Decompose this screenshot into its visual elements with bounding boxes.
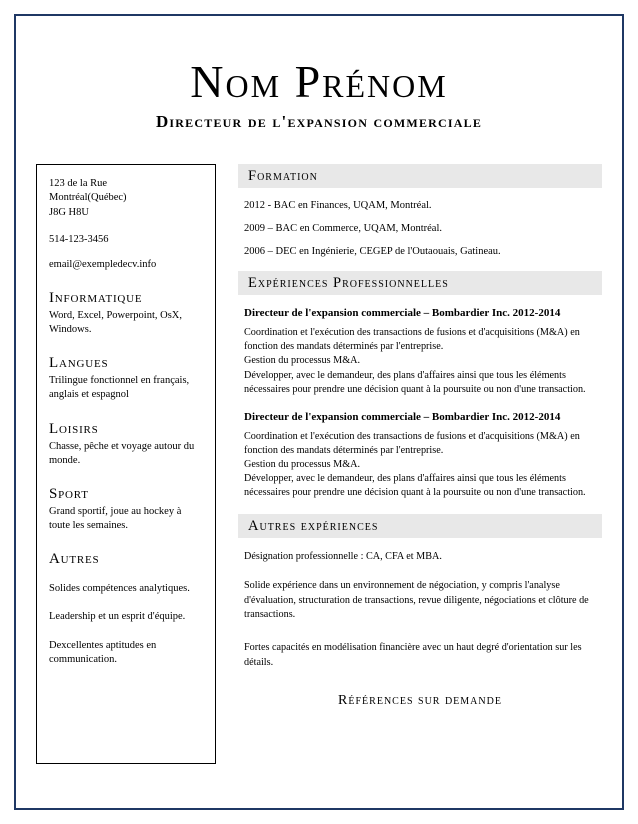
contact-phone: 514-123-3456 (49, 233, 109, 245)
experience-entry (244, 411, 602, 500)
experience-line: Gestion du processus M&A. (244, 458, 361, 470)
sidebar-heading-sport: Sport (49, 485, 89, 502)
experience-line: Coordination et l'exécution des transactions de fusions et d'acquisitions (M&A) en fonction des mandats déterminés par l'entreprise. (244, 430, 580, 456)
sidebar-text-sport: Grand sportif, joue au hockey à toute les semaines. (49, 505, 182, 532)
references-note: Références sur demande (338, 692, 502, 708)
job-subtitle: Directeur de l'expansion commerciale (155, 112, 483, 132)
resume-header (36, 34, 602, 140)
experience-line: Coordination et l'exécution des transactions de fusions et d'acquisitions (M&A) en fonction des mandats déterminés par l'entreprise. (244, 327, 580, 353)
section-header-formation: Formation (238, 164, 602, 188)
resume-body (36, 164, 602, 764)
sidebar-section-autres (49, 551, 203, 667)
sidebar-autres-item-2: Leadership et un esprit d'équipe. (49, 611, 186, 623)
education-item: 2006 – DEC en Ingénierie, CEGEP de l'Outaouais, Gatineau. (244, 246, 501, 258)
sidebar-text-langues: Trilingue fonctionnel en français, anglais et espagnol (49, 375, 190, 401)
address-line-1: 123 de la Rue (49, 178, 108, 190)
sidebar-autres-item-1: Solides compétences analytiques. (49, 583, 190, 595)
resume-frame (14, 14, 624, 810)
autres-experience-paragraph: Fortes capacités en modélisation financière avec un haut degré d'orientation sur les détails. (244, 642, 582, 668)
sidebar-heading-autres: Autres (49, 551, 100, 568)
sidebar-text-loisirs: Chasse, pêche et voyage autour du monde. (49, 440, 195, 466)
sidebar-section-langues (49, 355, 203, 402)
section-header-experiences: Expériences Professionnelles (238, 271, 602, 295)
contact-email: email@exempledecv.info (49, 258, 157, 270)
experience-line: Gestion du processus M&A. (244, 355, 361, 367)
experience-entry (244, 307, 602, 396)
education-item: 2009 – BAC en Commerce, UQAM, Montréal. (244, 223, 443, 235)
autres-experience-paragraph: Désignation professionnelle : CA, CFA et MBA. (244, 551, 442, 563)
contact-address (49, 177, 203, 220)
address-line-2: Montréal(Québec) (49, 192, 127, 204)
section-header-autres-experiences: Autres expériences (238, 514, 602, 538)
sidebar (36, 164, 216, 764)
address-line-3: J8G H8U (49, 206, 89, 218)
sidebar-heading-langues: Langues (49, 355, 109, 372)
sidebar-heading-loisirs: Loisirs (49, 420, 99, 437)
experience-title: Directeur de l'expansion commerciale – Bombardier Inc. 2012-2014 (244, 410, 561, 423)
sidebar-section-informatique (49, 290, 203, 337)
sidebar-autres-item-3: Dexcellentes aptitudes en communication. (49, 639, 157, 665)
experience-title: Directeur de l'expansion commerciale – Bombardier Inc. 2012-2014 (244, 307, 561, 320)
autres-experience-paragraph: Solide expérience dans un environnement de négociation, y compris l'analyse d'évaluation, structuration de transactions, revue diligente, négociations et clôture de transactions. (244, 579, 589, 621)
experience-line: Développer, avec le demandeur, des plans d'affaires ainsi que tous les éléments nécessaires pour prendre une décision quant à la poursuite ou non d'une transaction. (244, 369, 586, 395)
experience-line: Développer, avec le demandeur, des plans d'affaires ainsi que tous les éléments nécessaires pour prendre une décision quant à la poursuite ou non d'une transaction. (244, 472, 586, 498)
sidebar-text-informatique: Word, Excel, Powerpoint, OsX, Windows. (49, 309, 183, 335)
education-item: 2012 - BAC en Finances, UQAM, Montréal. (244, 200, 432, 212)
sidebar-heading-informatique: Informatique (49, 289, 143, 306)
page-title: Nom Prénom (190, 56, 448, 107)
sidebar-section-loisirs (49, 421, 203, 468)
main-content (216, 164, 602, 708)
sidebar-section-sport (49, 486, 203, 533)
